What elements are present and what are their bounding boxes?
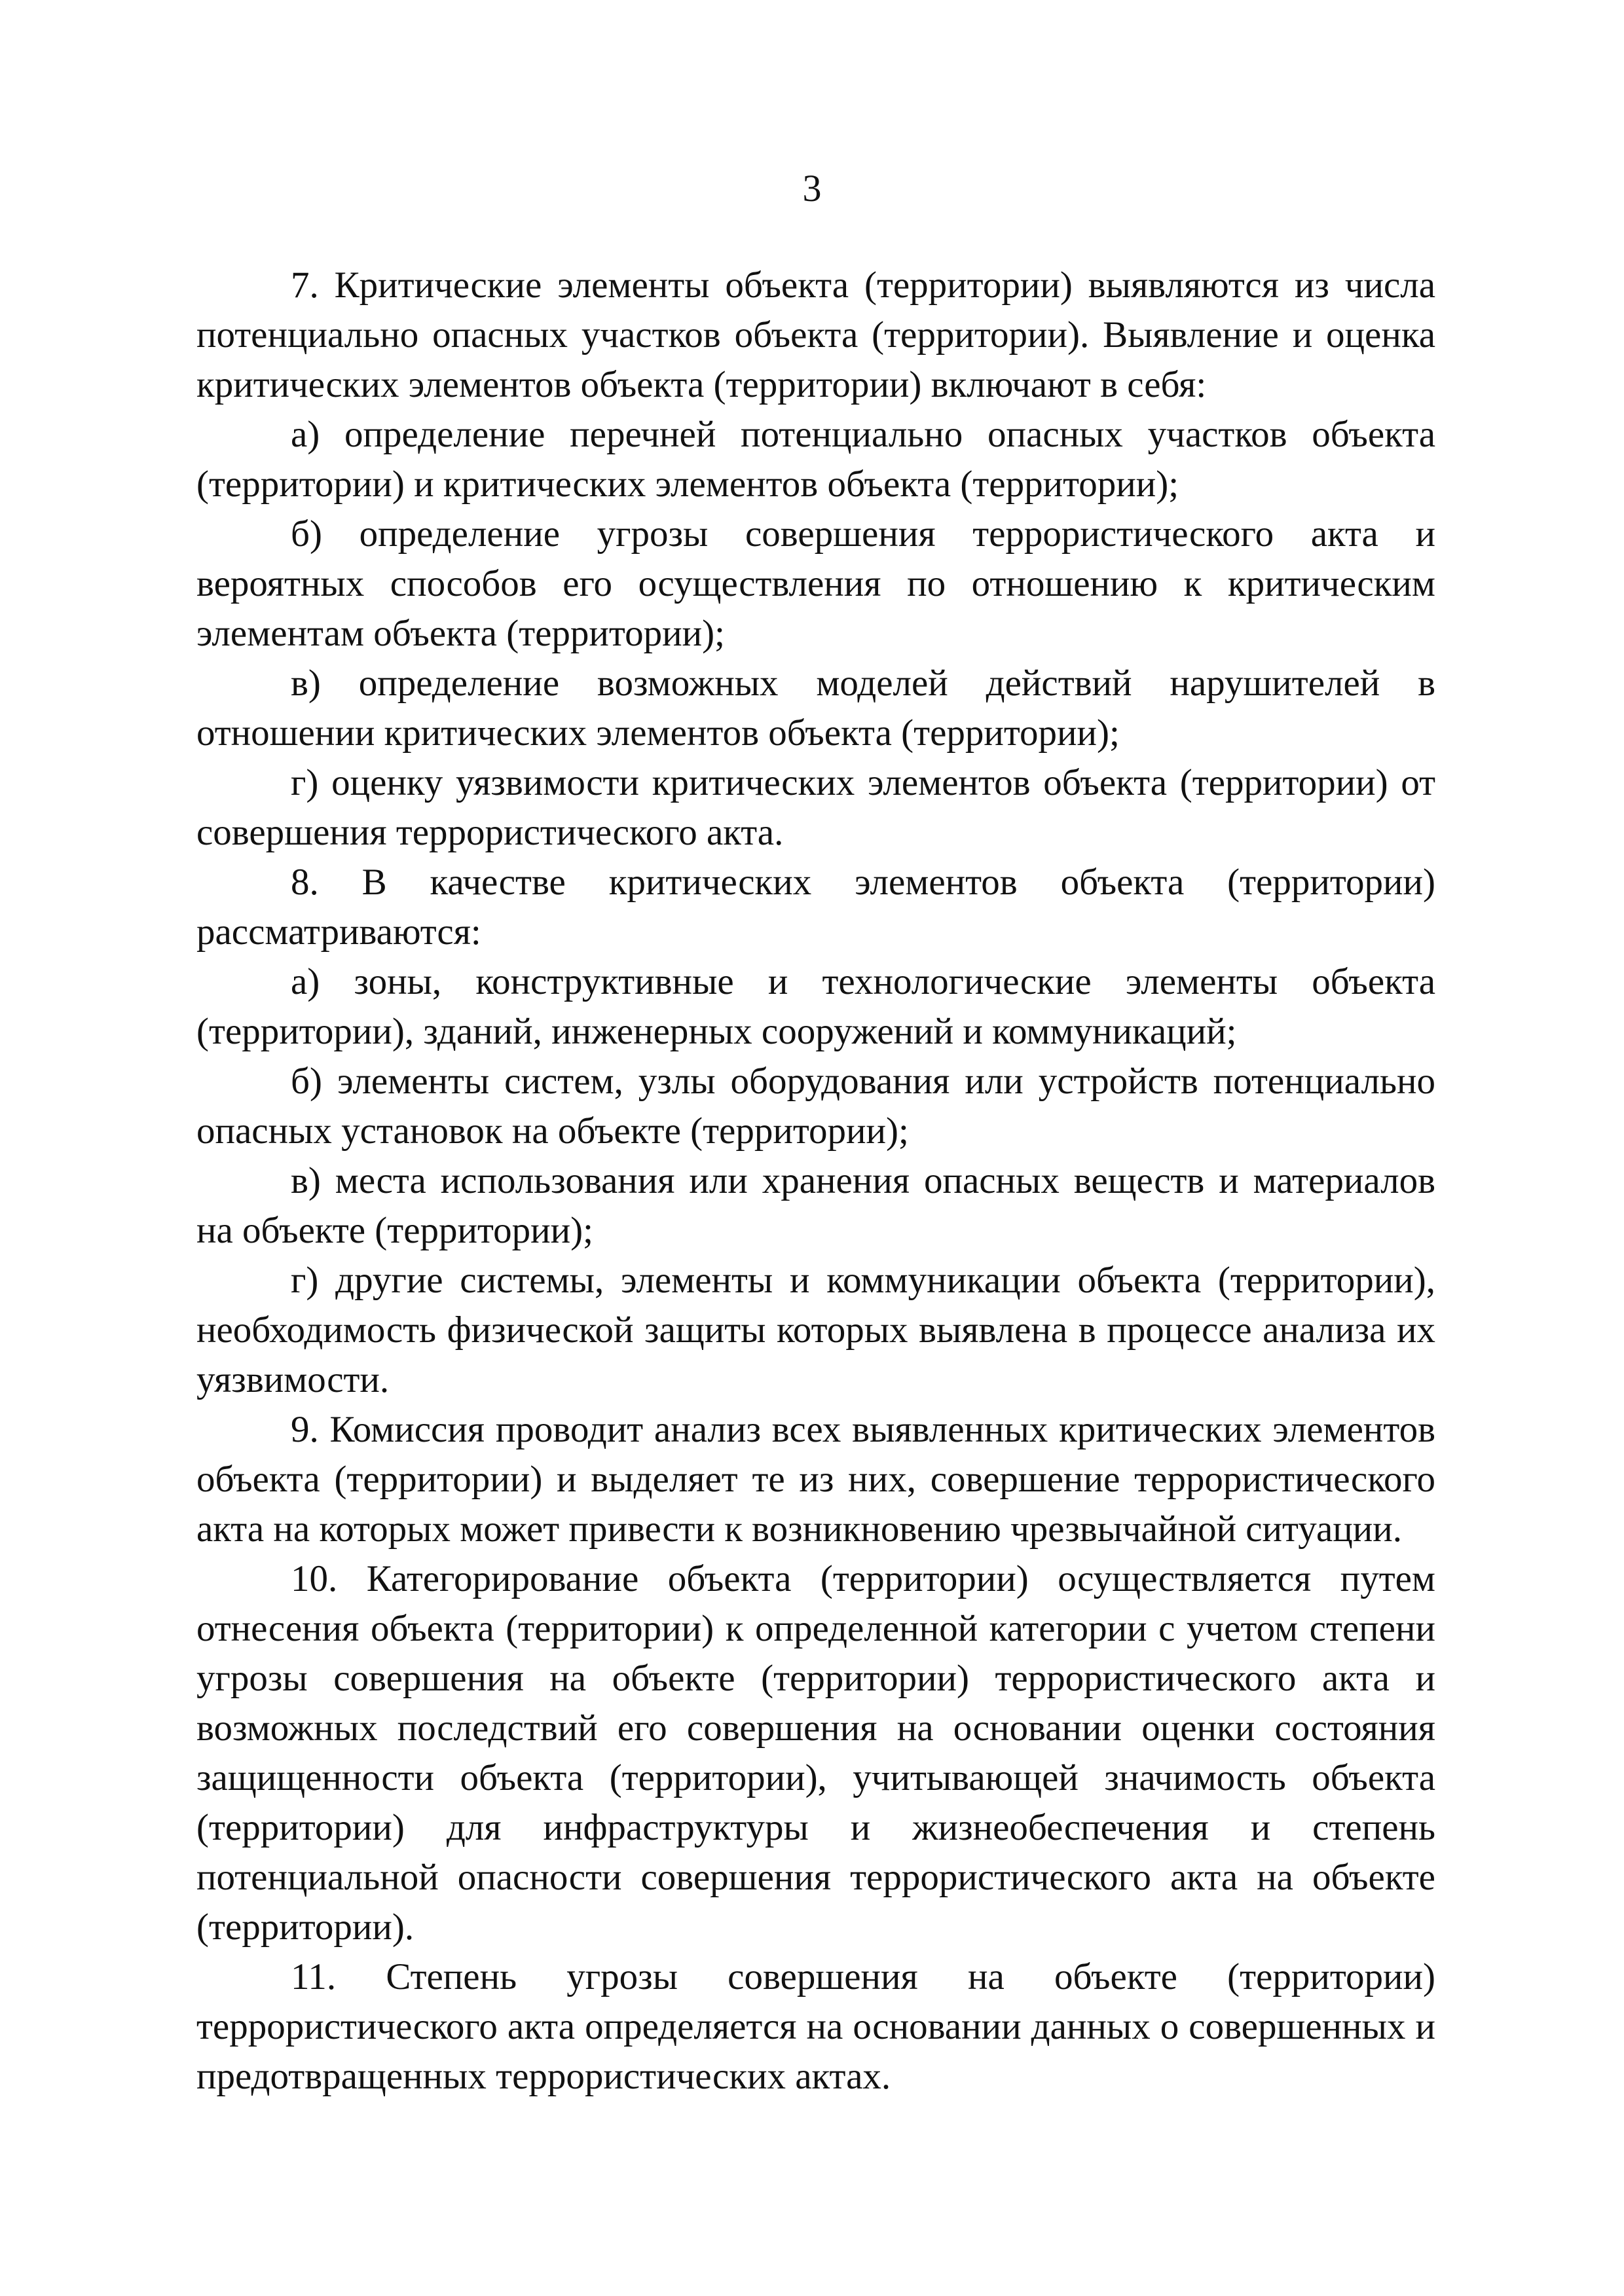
page-number: 3: [802, 167, 822, 210]
paragraph-10: 10. Категорирование объекта (территории) осуществляется путем отнесения объекта (территории) к определенной категории с учетом степени угрозы совершения на объекте (территории) террористического акта и возможных последствий его совершения на основании оценки состояния защищенности объекта (территории), учитывающей значимость объекта (территории) для инфраструктуры и жизнеобеспечения и степень потенциальной опасности совершения террористического акта на объекте (территории).: [196, 1558, 1435, 1948]
paragraph-8b: б) элементы систем, узлы оборудования или устройств потенциально опасных установок на объекте (территории);: [196, 1061, 1435, 1152]
paragraph-8v: в) места использования или хранения опасных веществ и материалов на объекте (территории);: [196, 1160, 1435, 1251]
paragraph-11: 11. Степень угрозы совершения на объекте (территории) террористического акта определяется на основании данных о совершенных и предотвращенных террористических актах.: [196, 1956, 1435, 2097]
paragraph-7b: б) определение угрозы совершения террористического акта и вероятных способов его осуществления по отношению к критическим элементам объекта (территории);: [196, 513, 1435, 654]
paragraph-7a: а) определение перечней потенциально опасных участков объекта (территории) и критических элементов объекта (территории);: [196, 414, 1435, 505]
paragraph-8g: г) другие системы, элементы и коммуникации объекта (территории), необходимость физической защиты которых выявлена в процессе анализа их уязвимости.: [196, 1260, 1435, 1400]
paragraph-7: 7. Критические элементы объекта (территории) выявляются из числа потенциально опасных участков объекта (территории). Выявление и оценка критических элементов объекта (территории) включают в себя:: [196, 264, 1435, 405]
paragraph-7g: г) оценку уязвимости критических элементов объекта (территории) от совершения террористического акта.: [196, 762, 1435, 853]
paragraph-7v: в) определение возможных моделей действий нарушителей в отношении критических элементов объекта (территории);: [196, 663, 1435, 754]
paragraph-8: 8. В качестве критических элементов объекта (территории) рассматриваются:: [196, 862, 1435, 953]
document-body: [196, 261, 1435, 2102]
paragraph-9: 9. Комиссия проводит анализ всех выявленных критических элементов объекта (территории) и выделяет те из них, совершение террористического акта на которых может привести к возникновению чрезвычайной ситуации.: [196, 1409, 1435, 1550]
paragraph-8a: а) зоны, конструктивные и технологические элементы объекта (территории), зданий, инженерных сооружений и коммуникаций;: [196, 961, 1435, 1052]
